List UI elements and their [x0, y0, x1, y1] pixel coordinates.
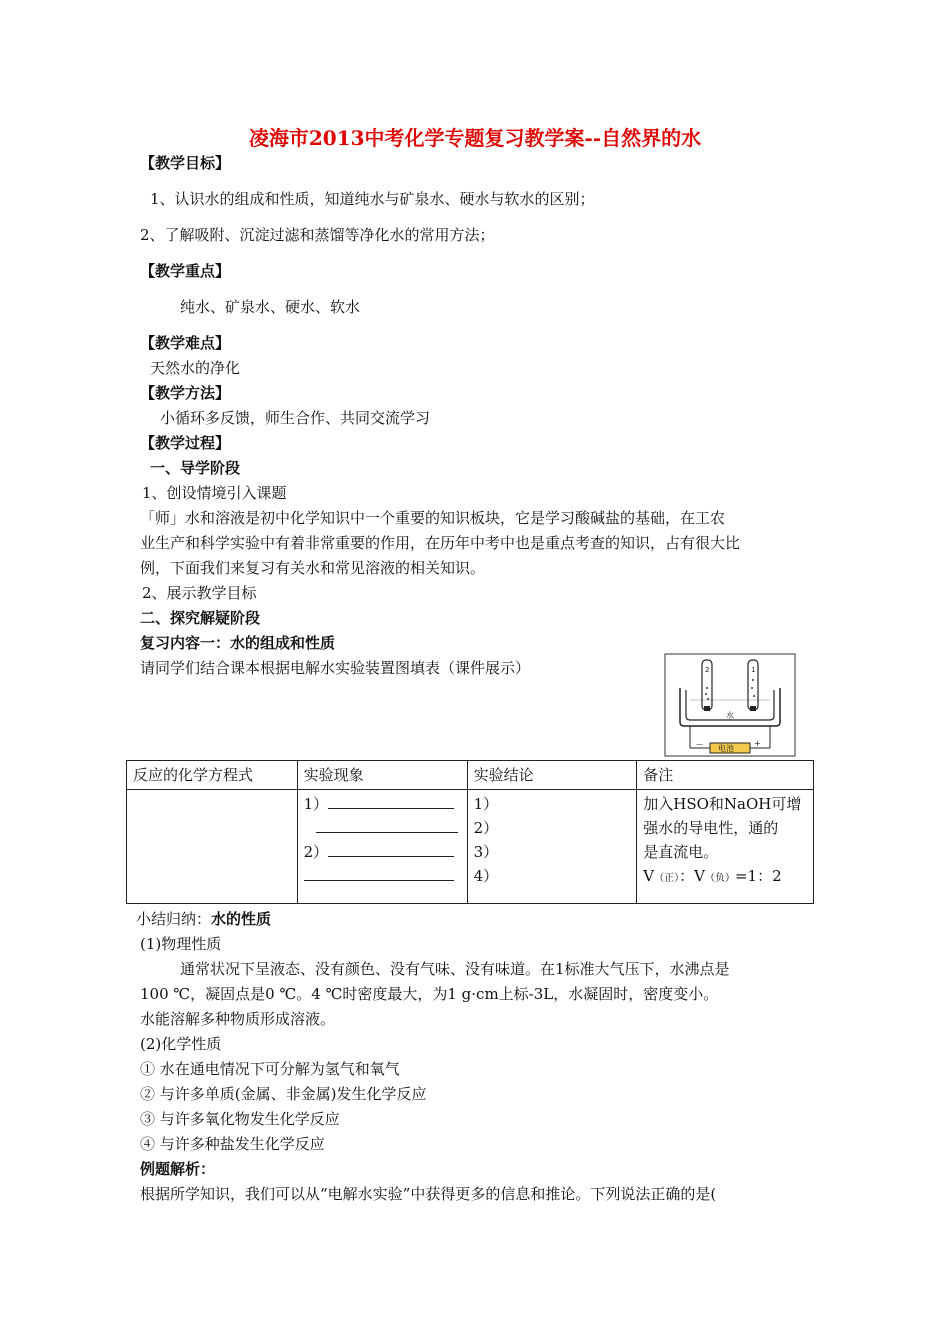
outer-frame	[665, 654, 795, 756]
battery-plus-sign: +	[754, 739, 761, 748]
note-cell	[637, 790, 814, 904]
keypoints-text: 纯水、矿泉水、硬水、软水	[180, 298, 361, 316]
ratio-value: =1：2	[734, 867, 782, 885]
table-header-row	[127, 761, 814, 790]
chemical-heading: (2)化学性质	[140, 1035, 222, 1053]
header-conclusion: 实验结论	[467, 761, 637, 790]
note-line-1: 加入HSO和NaOH可增	[643, 795, 802, 813]
ratio-v: V	[643, 867, 655, 885]
process-heading: 【教学过程】	[140, 434, 231, 452]
summary-line	[136, 908, 271, 930]
step-1: 1、创设情境引入课题	[142, 484, 287, 502]
table-body-row	[127, 790, 814, 904]
intro-line-1: 「师」水和溶液是初中化学知识中一个重要的知识板块，它是学习酸碱盐的基础，在工农	[140, 509, 726, 527]
ratio-positive: （正）	[654, 873, 680, 884]
stage-1-heading: 一、导学阶段	[150, 459, 241, 477]
intro-line-2: 业生产和科学实验中有着非常重要的作用，在历年中考中也是重点考查的知识，占有很大比	[140, 534, 741, 552]
instruction-text: 请同学们结合课本根据电解水实验装置图填表（课件展示）	[140, 659, 531, 677]
water-trough	[680, 688, 780, 726]
physical-heading: (1)物理性质	[140, 935, 222, 953]
example-text: 根据所学知识，我们可以从“电解水实验”中获得更多的信息和推论。下列说法正确的是(	[140, 1185, 717, 1203]
keypoints-heading: 【教学重点】	[140, 262, 231, 280]
physical-line-3: 水能溶解多种物质形成溶液。	[140, 1010, 336, 1028]
ratio-colon: ：V	[679, 867, 705, 885]
tube-right-label: 1	[751, 666, 756, 674]
physical-line-2: 100 ℃，凝固点是0 ℃。4 ℃时密度最大，为1 g·cm上标-3L，水凝固时，密度变小。	[140, 985, 719, 1003]
note-line-3: 是直流电。	[643, 843, 719, 861]
objective-item-1: 1、认识水的组成和性质，知道纯水与矿泉水、硬水与软水的区别；	[150, 190, 595, 208]
note-volume-ratio	[643, 864, 807, 891]
review-1-heading: 复习内容一：水的组成和性质	[140, 634, 336, 652]
conclusion-1: 1）	[473, 795, 499, 813]
experiment-table	[126, 760, 814, 904]
phenomenon-2-label: 2）	[303, 843, 329, 861]
chemical-item-3: ③ 与许多氧化物发生化学反应	[140, 1110, 340, 1128]
method-text: 小循环多反馈，师生合作、共同交流学习	[160, 409, 431, 427]
method-heading: 【教学方法】	[140, 384, 231, 402]
difficulty-text: 天然水的净化	[150, 359, 241, 377]
summary-bold: 水的性质	[211, 910, 272, 928]
step-2: 2、展示教学目标	[142, 584, 257, 602]
conclusion-cell	[467, 790, 637, 904]
phenomenon-2-blank[interactable]	[328, 840, 454, 857]
conclusion-3: 3）	[473, 843, 499, 861]
example-heading: 例题解析：	[140, 1160, 216, 1178]
header-phenomenon: 实验现象	[297, 761, 467, 790]
phenomenon-1-blank-2[interactable]	[316, 816, 458, 833]
conclusion-4: 4）	[473, 867, 499, 885]
electrolysis-diagram	[660, 650, 800, 760]
chemical-item-2: ② 与许多单质(金属、非金属)发生化学反应	[140, 1085, 427, 1103]
phenomenon-1-label: 1）	[303, 795, 329, 813]
physical-line-1: 通常状况下呈液态、没有颜色、没有气味、没有味道。在1标准大气压下，水沸点是	[180, 960, 730, 978]
intro-line-3: 例，下面我们来复习有关水和常见溶液的相关知识。	[140, 559, 486, 577]
summary-label: 小结归纳：	[136, 910, 212, 928]
equation-cell[interactable]	[127, 790, 298, 904]
note-line-2: 强水的导电性，通的	[643, 819, 779, 837]
header-note: 备注	[637, 761, 814, 790]
difficulty-heading: 【教学难点】	[140, 334, 231, 352]
phenomenon-1-blank[interactable]	[328, 792, 454, 809]
battery-label: 电池	[718, 744, 734, 753]
water-label: 水	[726, 711, 734, 720]
stage-2-heading: 二、探究解疑阶段	[140, 609, 261, 627]
chemical-item-4: ④ 与许多种盐发生化学反应	[140, 1135, 325, 1153]
chemical-item-1: ① 水在通电情况下可分解为氢气和氧气	[140, 1060, 400, 1078]
objective-item-2: 2、了解吸附、沉淀过滤和蒸馏等净化水的常用方法；	[140, 226, 495, 244]
page-title: 凌海市2013中考化学专题复习教学案--自然界的水	[248, 126, 702, 150]
phenomenon-cell	[297, 790, 467, 904]
header-equation: 反应的化学方程式	[127, 761, 298, 790]
phenomenon-2-blank-2[interactable]	[304, 864, 454, 881]
objectives-heading: 【教学目标】	[140, 154, 231, 172]
conclusion-2: 2）	[473, 819, 499, 837]
ratio-negative: （负）	[704, 873, 735, 884]
battery-minus-sign: —	[696, 740, 703, 748]
tube-left-label: 2	[705, 666, 710, 674]
